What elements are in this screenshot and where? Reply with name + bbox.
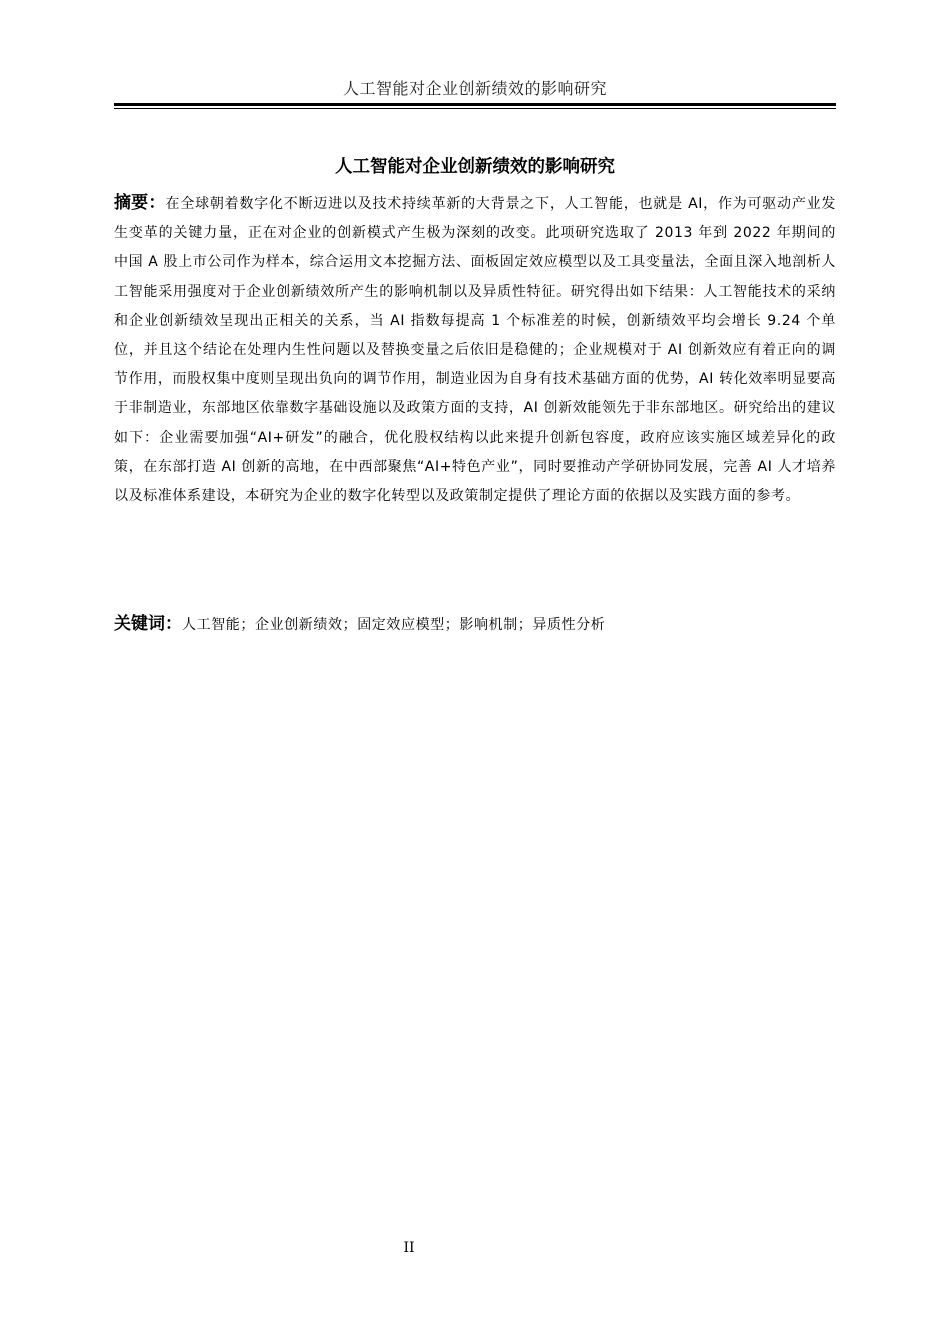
- running-header: 人工智能对企业创新绩效的影响研究: [342, 79, 607, 98]
- keywords-label: 关键词：: [114, 614, 182, 634]
- keywords-text: 人工智能；企业创新绩效；固定效应模型；影响机制；异质性分析: [182, 617, 606, 633]
- abstract-text: 在全球朝着数字化不断迈进以及技术持续革新的大背景之下，人工智能，也就是 AI，作为可驱动产业发生变革的关键力量，正在对企业的创新模式产生极为深刻的改变。此项研究选取了 2013 年到 2022 年期间的中国 A 股上市公司作为样本，综合运用文本挖掘方法、面板固定效应模型以及工具变量法，全面且深入地剖析人工智能采用强度对于企业创新绩效所产生的影响机制以及异质性特征。研究得出如下结果：人工智能技术的采纳和企业创新绩效呈现出正相关的关系，当 AI 指数每提高 1 个标准差的时候，创新绩效平均会增长 9.24 个单位，并且这个结论在处理内生性问题以及替换变量之后依旧是稳健的；企业规模对于 AI 创新效应有着正向的调节作用，而股权集中度则呈现出负向的调节作用，制造业因为自身有技术基础方面的优势，AI 转化效率明显要高于非制造业，东部地区依靠数字基础设施以及政策方面的支持，AI 创新效能领先于非东部地区。研究给出的建议如下：企业需要加强“AI+研发”的融合，优化股权结构以此来提升创新包容度，政府应该实施区域差异化的政策，在东部打造 AI 创新的高地，在中西部聚焦“AI+特色产业”，同时要推动产学研协同发展，完善 AI 人才培养以及标准体系建设，本研究为企业的数字化转型以及政策制定提供了理论方面的依据以及实践方面的参考。: [114, 196, 837, 505]
- page-number: II: [403, 1240, 415, 1256]
- keywords-paragraph: [114, 611, 836, 638]
- abstract-label: 摘要：: [114, 193, 166, 213]
- abstract-paragraph: [114, 189, 836, 511]
- document-title: 人工智能对企业创新绩效的影响研究: [335, 157, 615, 177]
- header-rule-thin: [114, 108, 836, 109]
- header-rule-thick: [114, 103, 836, 106]
